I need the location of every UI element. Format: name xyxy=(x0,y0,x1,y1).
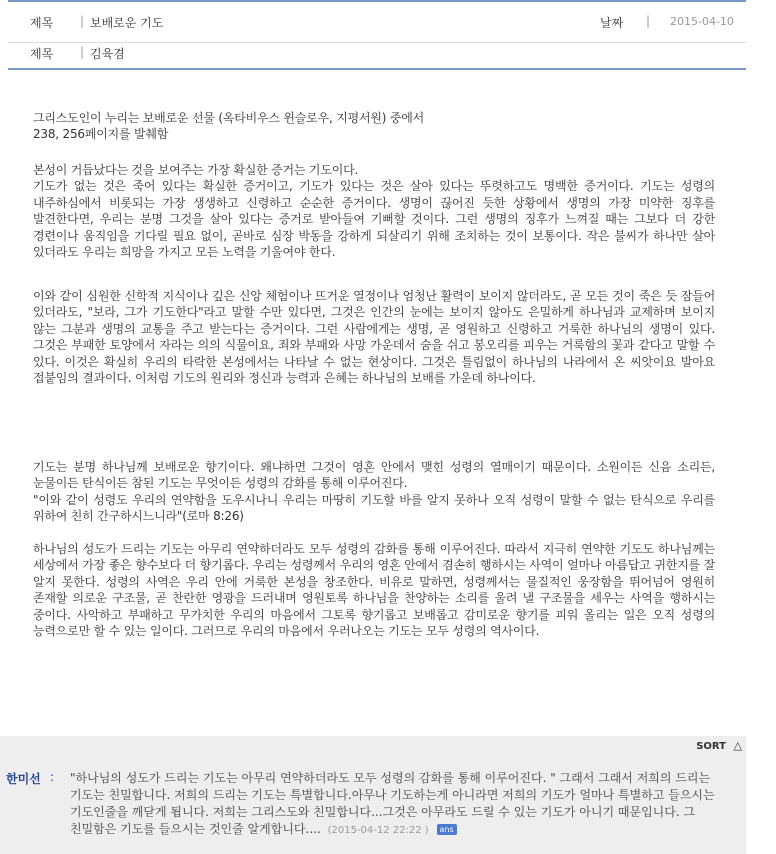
sort-button[interactable]: SORT xyxy=(696,741,726,752)
title-separator: | xyxy=(80,14,85,28)
comment-sort-bar xyxy=(0,736,746,758)
comment-colon: : xyxy=(50,770,55,784)
post-title: 보배로운 기도 xyxy=(90,16,164,30)
body-paragraph-3: 기도는 분명 하나님께 보배로운 향기이다. 왜냐하면 그것이 영혼 안에서 맺힌 성령의 열매이기 때문이다. 소원이든 신음 소리든, 눈물이든 탄식이든 참된 기도는 무엇이든 성령의 감화를 통해 이루어진다. "이와 같이 성령도 우리의 연약함을 도우시나니 우리는 마땅히 기도할 바를 알지 못하나 오직 성령이 말할 수 없는 탄식으로 우리를 위하여 친히 간구하시느니라"(로마 8:26) xyxy=(33,460,715,524)
body-source-paragraph: 그리스도인이 누리는 보배로운 선물 (옥타비우스 윈슬로우, 지평서원) 중에서 238, 256페이지를 발췌함 xyxy=(33,111,425,142)
post-author: 김육겸 xyxy=(90,47,125,61)
comment-text: "하나님의 성도가 드리는 기도는 아무리 연약하더라도 모두 성령의 감화를 통해 이루어진다. " 그래서 그래서 저희의 드리는 기도는 친밀합니다. 저희의 드리는 기도는 특별합니다.아무나 기도하는게 아니라면 저희의 기도가 얼마나 특별하고 들으시는 기도인줄을 깨닫게 됩니다. 저희는 그리스도와 친밀합니다...그것은 아무라도 드릴 수 있는 기도가 아니기 때문입니다. 그 친밀함은 기도를 들으시는 것인줄 알게합니다.... xyxy=(70,771,715,836)
title-label: 제목 xyxy=(30,16,54,30)
body-paragraph-4: 하나님의 성도가 드리는 기도는 아무리 연약하더라도 모두 성령의 감화를 통해 이루어진다. 따라서 지극히 연약한 기도도 하나님께는 세상에서 가장 좋은 향수보다 더 향기롭다. 우리는 성령께서 우리의 영혼 안에서 겸손히 행하시는 사역이 얼마나 아름답고 귀한지를 잘 알지 못한다. 성령의 사역은 우리 안에 거룩한 본성을 창조한다. 비유로 말하면, 성령께서는 물질적인 웅장함을 뛰어넘어 영원히 존재할 의로운 구조물, 곧 찬란한 영광을 드러내며 영원토록 하나님을 찬양하는 소리를 울려 낼 구조물을 세우는 사역을 행하시는 중이다. 사악하고 부패하고 무가치한 우리의 마음에서 그토록 향기롭고 보배롭고 감미로운 향기를 피워 올리는 일은 오직 성령의 능력으로만 할 수 있는 일이다. 그러므로 우리의 마음에서 우러나오는 기도는 모두 성령의 역사이다. xyxy=(33,542,715,639)
post-header-row-title xyxy=(8,0,746,43)
post-date: 2015-04-10 xyxy=(670,15,734,28)
date-separator: | xyxy=(646,14,651,28)
comment-body xyxy=(70,770,740,839)
post-header-row-author xyxy=(8,41,746,70)
date-label: 날짜 xyxy=(600,16,624,30)
sort-triangle-icon[interactable]: △ xyxy=(733,739,742,752)
body-paragraph-1: 본성이 거듭났다는 것을 보여주는 가장 확실한 증거는 기도이다. 기도가 없는 것은 죽어 있다는 확실한 증거이고, 기도가 있다는 것은 살아 있다는 뚜렷하고도 명백한 증거이다. 기도는 성령의 내주하심에서 비롯되는 가장 생생하고 신령하고 순순한 증거이다. 생명이 끊어진 듯한 상황에서 생명의 가장 미약한 징후를 발견한다면, 우리는 분명 그것을 살아 있다는 증거로 받아들여 기뻐할 것이다. 그런 생명의 징후가 느껴질 때는 그보다 더 강한 경련이나 움직임을 기다릴 필요 없이, 곧바로 심장 박동을 강하게 되살리기 위해 조치하는 것이 보통이다. 작은 불씨가 하나만 살아 있더라도 우리는 희망을 가지고 모든 노력을 기울여야 한다. xyxy=(33,163,715,260)
comment-item xyxy=(0,758,746,854)
comment-author: 한미선 xyxy=(6,772,41,786)
comment-date: (2015-04-12 22:22 ) xyxy=(327,825,429,836)
reply-button[interactable]: ans xyxy=(437,824,457,835)
author-separator: | xyxy=(80,45,85,59)
author-label: 제목 xyxy=(30,47,54,61)
body-paragraph-2: 이와 같이 심원한 신학적 지식이나 깊은 신앙 체험이나 뜨거운 열정이나 엄청난 활력이 보이지 않더라도, 곧 모든 것이 죽은 듯 잠들어 있더라도, "보라, 그가 기도한다"라고 말할 수만 있다면, 그것은 인간의 눈에는 보이지 않아도 은밀하게 하나님과 교제하며 보이지 않는 그분과 생명의 교통을 주고 받는다는 증거이다. 그런 사람에게는 생명, 곧 영원하고 신령하고 거룩한 하나님의 생명이 있다. 그것은 부패한 토양에서 자라는 의의 식물이요, 죄와 부패와 사망 가운데서 숨을 쉬고 봉오리를 피우는 거룩함의 꽃과 같다고 말할 수 있다. 이것은 확실히 우리의 타락한 본성에서는 나타날 수 없는 현상이다. 그것은 틀림없이 하나님의 나라에서 온 씨앗이요 발아요 접붙임의 결과이다. 이처럼 기도의 원리와 정신과 능력과 은혜는 하나님의 보배를 가운데 하나이다. xyxy=(33,289,715,386)
